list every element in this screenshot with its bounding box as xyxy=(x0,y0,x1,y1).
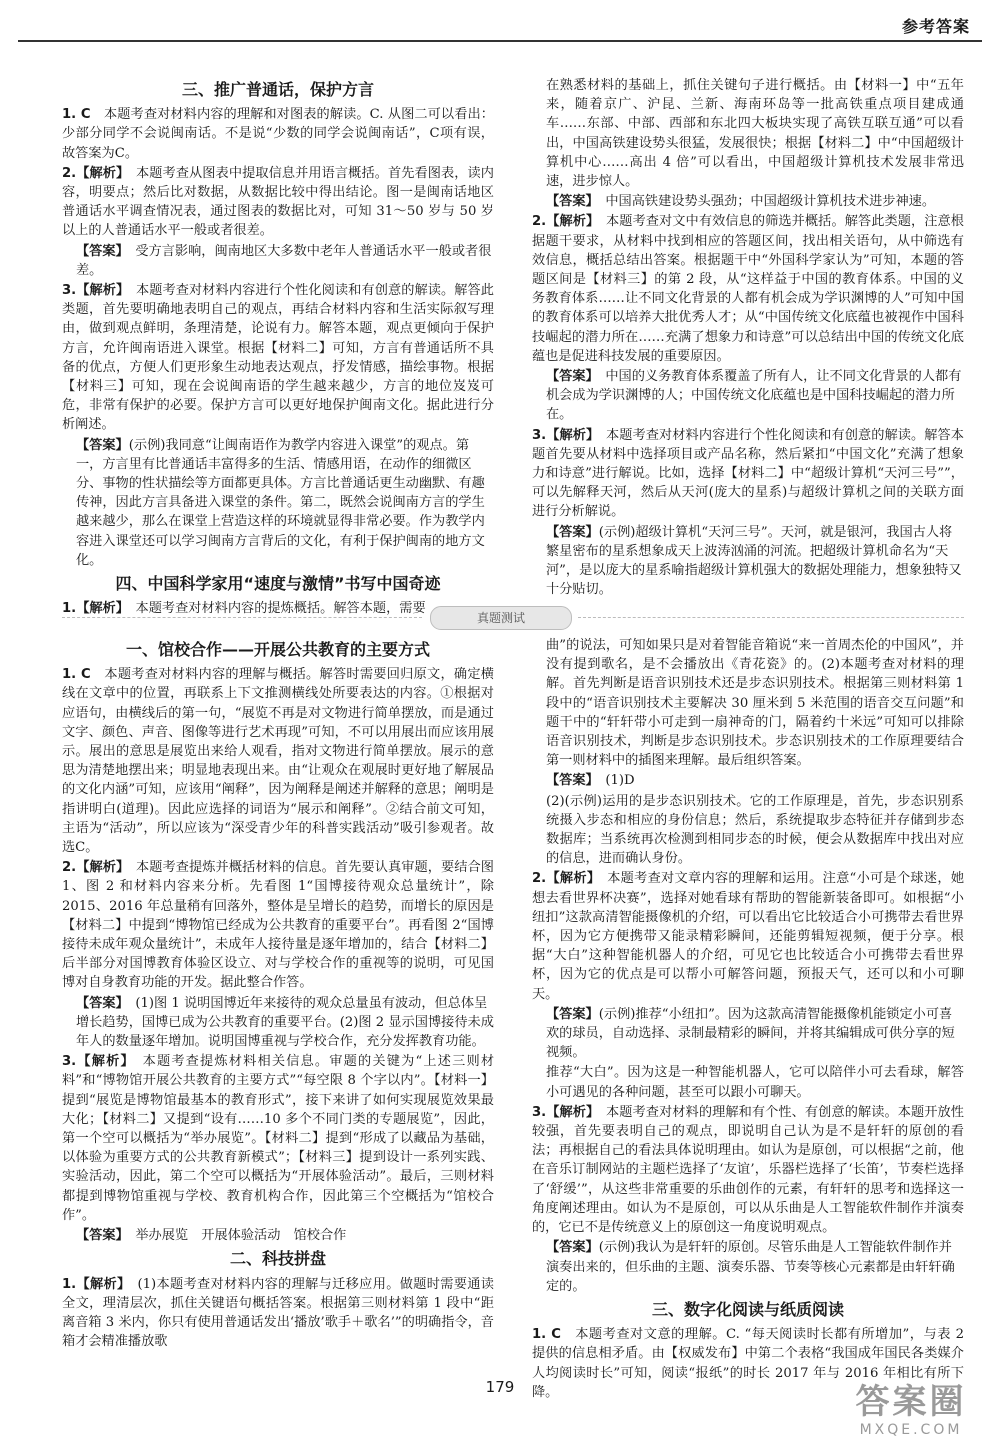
item-text: 本题考查从图表中提取信息并用语言概括。首先看图表，读内容，明要点；然后比对数据，从数据比较中得出结论。图一是闽南话地区普通话水平调查情况表，通过图表的数据比对，可知 31～50 岁与 50 岁以上的人普通话水平一般或者很差。 xyxy=(62,165,494,239)
answer-text: 中国高铁建设势头强劲；中国超级计算机技术进步神速。 xyxy=(605,194,936,210)
answer-tag: 【答案】 xyxy=(76,437,129,453)
section-heading-tech: 二、科技拼盘 xyxy=(229,1249,326,1269)
answer-continuation: (2)(示例)运用的是步态识别技术。它的工作原理是，首先，步态识别系统摄入步态和相应的身份信息；然后，系统提取步态特征并存储到步态数据库；当系统再次检测到相同步态的时候，便会从数据库中找出对应的信息，进而确认身份。 xyxy=(546,793,964,867)
answer-item xyxy=(62,164,494,241)
right-column-bottom xyxy=(532,636,964,1403)
item-text: (1)本题考查对材料内容的理解与迁移应用。做题时需要通读全文，理清层次，抓住关键语句概括答案。根据第三则材料第 1 段中“距离音箱 3 米内，你只有使用普通话发出‘播放’歌手＋歌名’”的明确指令，音箱才会精准播放歌 xyxy=(62,1276,494,1350)
answer-text: 中国的义务教育体系覆盖了所有人，让不同文化背景的人都有机会成为学识渊博的人；中国传统文化底蕴也是中国科技崛起的潜力所在。 xyxy=(546,369,962,423)
answer-tag: 【答案】 xyxy=(546,369,593,385)
answer-item xyxy=(62,281,494,435)
answer-text: (示例)我同意“让闽南语作为教学内容进入课堂”的观点。第一，方言里有比普通话丰富得多的生活、情感用语，在动作的细微区分、事物的性状描绘等方面都更具体。方言比普通话更生动幽默、有趣传神，因此方言具备进入课堂的条件。第二，既然会说闽南方言的学生越来越少，那么在课堂上营造这样的环境就显得非常必要。作为教学内容进入课堂还可以学习闽南方言背后的文化，有利于保护闽南的地方文化。 xyxy=(76,437,485,568)
continued-paragraph: 在熟悉材料的基础上，抓住关键句子进行概括。由【材料一】中“五年来，随着京广、沪昆、兰新、海南环岛等一批高铁重点项目建成通车……东部、中部、西部和东北四大板块实现了高铁互联互通”可以看出，中国高铁建设势头很猛，发展很快；根据【材料二】中“中国超级计算机中心……高出 4 倍”可以看出，中国超级计算机技术发展非常迅速，进步惊人。 xyxy=(546,78,964,190)
item-tag: 【解析】 xyxy=(76,283,123,299)
item-text: 本题考查对材料的理解和有个性、有创意的解读。本题开放性较强，首先要表明自己的观点，即说明自己认为是不是轩轩的原创的看法；再根据自己的看法具体说明理由。如认为是原创，可以根据“之前，他在音乐订制网站的主题栏选择了‘友谊’，乐器栏选择了‘长笛’，节奏栏选择了‘舒缓’”，从这些非常重要的乐曲创作的元素，有轩轩的思考和选择这一角度阐述理由。如认为不是原创，可以从乐曲是人工智能软件制作并演奏的，它已不是传统意义上的原创这一角度说明观点。 xyxy=(532,1104,964,1236)
answer-text: (示例)推荐“小纽扣”。因为这款高清智能摄像机能锁定小可喜欢的球员，自动选择、录制最精彩的瞬间，并将其编辑成可供分享的短视频。 xyxy=(546,1006,955,1061)
item-number: 1. xyxy=(62,601,77,617)
answer-item xyxy=(62,105,494,163)
answer-tag: 【答案】 xyxy=(76,995,123,1011)
item-number: 2. xyxy=(62,165,77,181)
answer-item xyxy=(532,869,964,1003)
watermark-logo xyxy=(836,1382,986,1444)
answer-tag: 【答案】 xyxy=(546,1006,599,1022)
watermark-text-top: 答案圈 xyxy=(855,1382,967,1422)
item-number: 1. C xyxy=(532,1327,561,1343)
section-heading-putonghua: 三、推广普通话，保护方言 xyxy=(181,80,374,99)
section-heading-museum: 一、馆校合作——开展公共教育的主要方式 xyxy=(125,640,430,659)
item-number: 3. xyxy=(62,283,77,299)
section-heading-science: 四、中国科学家用“速度与激情”书写中国奇迹 xyxy=(115,574,441,594)
section-heading-reading: 三、数字化阅读与纸质阅读 xyxy=(651,1299,844,1319)
answer-line xyxy=(546,367,964,425)
item-text: 本题考查对文中有效信息的筛选并概括。解答此类题，注意根据题干要求，从材料中找到相应的答题区间，找出相关语句，从中筛选有效信息，概括总结出答案。根据题干中“外国科学家认为”可知，本题的答题区间是【材料三】的第 2 段，从“这样益于中国的教育体系。中国的义务教育体系……让不同文化背景的人都有机会成为学识渊博的人”可知中国的教育体系可以培养大批优秀人才；从“中国传统文化底蕴也被视作中国科技崛起的潜力所在……充满了想象力和诗意”可以总结出中国的传统文化底蕴也是促进科技发展的重要原因。 xyxy=(532,214,964,364)
item-number: 3. xyxy=(532,1104,547,1120)
item-text: 本题考查对材料内容进行个性化阅读和有创意的解读。解答本题首先要从材料中选择项目或产品名称，然后紧扣“中国文化”充满了想象力和诗意”进行解说。比如，选择【材料二】中“超级计算机“天河三号””，可以先解释天河，然后从天河(庞大的星系)与超级计算机之间的关联方面进行分析解说。 xyxy=(532,427,964,520)
divider-line-right xyxy=(578,617,964,618)
answer-tag: 【答案】 xyxy=(546,1240,599,1256)
item-number: 2. xyxy=(532,871,547,887)
answer-line xyxy=(546,523,964,600)
answer-line xyxy=(546,1238,964,1296)
left-column-top xyxy=(62,76,494,619)
item-number: 1. C xyxy=(62,667,91,683)
item-tag: 【解析】 xyxy=(546,1104,593,1120)
item-text: 本题考查对材料内容的理解和对图表的解读。C. 从图二可以看出：少部分同学不会说闽南话。不是说“少数的同学会说闽南话”，C项有误，故答案为C。 xyxy=(62,107,494,161)
item-text: 本题考查对文章内容的理解和运用。注意“小可是个球迷，她想去看世界杯决赛”，选择对她看球有帮助的智能新装备即可。如根据“小纽扣”这款高清智能摄像机的介绍，可以看出它比较适合小可携带去看世界杯，因为它方便携带又能录精彩瞬间，还能剪辑短视频，便于分享。根据“大白”这种智能机器人的介绍，可见它也比较适合小可携带去看世界杯，因为它的优点是可以帮小可解答问题，预报天气，还可以和小可聊天。 xyxy=(532,871,965,1002)
answer-tag: 【答案】 xyxy=(76,243,123,259)
item-number: 3. xyxy=(62,1054,77,1070)
answer-item xyxy=(532,212,964,366)
answer-line xyxy=(76,994,494,1052)
answer-tag: 【答案】 xyxy=(546,773,593,789)
item-number: 3. xyxy=(532,427,547,443)
answer-item xyxy=(62,1052,494,1225)
answer-item xyxy=(532,426,964,522)
item-tag: 【解析】 xyxy=(76,1276,124,1292)
answer-text: (1)D xyxy=(605,773,635,789)
section-badge: 真题测试 xyxy=(430,606,572,630)
item-number: 1. C xyxy=(62,107,91,123)
page-number: 179 xyxy=(485,1378,515,1396)
item-number: 2. xyxy=(62,860,77,876)
item-text: 本题考查对文意的理解。C. “每天阅读时长都有所增加”，与表 2 提供的信息相矛盾。由【权威发布】中第二个表格“我国成年国民各类媒介人均阅读时长”可知，阅读“报纸”的时长 2017 年与 2016 年相比有所下降。 xyxy=(532,1327,964,1400)
answer-line xyxy=(546,192,964,211)
divider-line-left xyxy=(62,617,422,618)
answer-line xyxy=(76,436,494,570)
continued-paragraph: 曲”的说法，可知如果只是对着智能音箱说“来一首周杰伦的中国风”，并没有提到歌名，是不会播放出《青花瓷》的。(2)本题考查对材料的理解。首先判断是语音识别技术还是步态识别技术。根据第三则材料第 1 段中的“语音识别技术主要解决 30 厘米到 5 米范围的语音交互问题”和题干中的“轩轩带小可走到一扇神奇的门，隔着约十米远”可知可以排除语音识别技术，判断是步态识别技术。步态识别技术的工作原理要结合第一则材料中的插图来理解。最后组织答案。 xyxy=(546,638,964,769)
page-header-title: 参考答案 xyxy=(901,17,970,36)
answer-text: 受方言影响，闽南地区大多数中老年人普通话水平一般或者很差。 xyxy=(76,243,492,278)
right-column-top xyxy=(532,76,964,600)
answer-text: 举办展览 开展体验活动 馆校合作 xyxy=(135,1228,347,1244)
answer-item xyxy=(62,858,494,992)
answer-tag: 【答案】 xyxy=(546,194,593,210)
answer-text: (1)图 1 说明国博近年来接待的观众总量虽有波动，但总体呈增长趋势，国博已成为公共教育的重要平台。(2)图 2 显示国博接待未成年人的数量逐年增加。说明国博重视与学校合作，充分发挥教育功能。 xyxy=(76,995,494,1050)
item-text: 本题考查提炼并概括材料的信息。首先要认真审题，要结合图 1、图 2 和材料内容来分析。先看图 1“国博接待观众总量统计”，除 2015、2016 年总量稍有回落外，整体是呈增长的趋势，而增长的原因是【材料二】中提到“博物馆已经成为公共教育的重要平台”。再看图 2“国博接待未成年观众量统计”，未成年人接待量是逐年增加的，结合【材料二】后半部分对国博教育体验区设立、对与学校合作的重视等的说明，可见国博对自身教育功能的开发。据此整合作答。 xyxy=(62,860,494,991)
answer-text: (示例)超级计算机“天河三号”。天河，就是银河，我国古人将繁星密布的星系想象成天上波涛汹涌的河流。把超级计算机命名为“天河”，是以庞大的星系喻指超级计算机强大的数据处理能力，想象独特又十分贴切。 xyxy=(546,524,962,598)
item-text: 本题考查对材料内容的提炼概括。解答本题，需要 xyxy=(135,601,426,617)
answer-continuation: 推荐“大白”。因为这是一种智能机器人，它可以陪伴小可去看球，解答小可遇见的各种问题，甚至可以跟小可聊天。 xyxy=(546,1065,964,1100)
answer-text: (示例)我认为是轩轩的原创。尽管乐曲是人工智能软件制作并演奏出来的，但乐曲的主题、演奏乐器、节奏等核心元素都是由轩轩确定的。 xyxy=(546,1240,955,1294)
item-tag: 【解析】 xyxy=(76,165,123,181)
item-tag: 【解析】 xyxy=(76,601,123,617)
answer-line xyxy=(76,1226,494,1245)
header-rule xyxy=(18,40,982,42)
answer-tag: 【答案】 xyxy=(76,1228,123,1244)
item-number: 2. xyxy=(532,214,547,230)
item-text: 本题考查对材料内容的理解与概括。解答时需要回归原文，确定横线在文章中的位置，再联系上下文推测横线处所要表达的内容。①根据对应语句，由横线后的第一句，“展览不再是对文物进行简单摆放，而是通过文字、颜色、声音、图像等进行艺术再现”可知，不可以用展出而应该用展示。展出的意思是展览出来给人观看，指对文物进行简单摆放。展示的意思为清楚地摆出来；明显地表现出来。由“让观众在观展时更好地了解展品的文化内涵”可知，应该用“阐释”，因为阐释是阐述并解释的意思；阐明是指讲明白(道理)。因此应选择的词语为“展示和阐释”。②结合前文可知，主语为“活动”，所以应该为“深受青少年的科普实践活动”吸引参观者。故选C。 xyxy=(62,667,494,856)
answer-item xyxy=(532,1103,964,1237)
item-number: 1. xyxy=(62,1276,77,1292)
item-tag: 【解析】 xyxy=(546,427,593,443)
answer-tag: 【答案】 xyxy=(546,524,599,540)
left-column-bottom xyxy=(62,636,494,1352)
watermark-text-bottom: MXQE.COM xyxy=(859,1422,963,1438)
answer-line xyxy=(546,771,964,790)
item-tag: 【解析】 xyxy=(76,860,123,876)
item-tag: 【解析】 xyxy=(76,1054,129,1070)
answer-line xyxy=(546,1005,964,1063)
item-text: 本题考查提炼材料相关信息。审题的关键为“上述三则材料”和“博物馆开展公共教育的主要方式”“每空限 8 个字以内”。【材料一】提到“展览是博物馆最基本的教育形式”，接下来讲了如何实现展览效果最大化；【材料二】又提到“设有……10 多个不同门类的专题展览”，因此，第一个空可以概括为“举办展览”。【材料二】提到“形成了以藏品为基础，以体验为重要方式的公共教育新模式”；【材料三】提到设计一系列实践、实验活动，因此，第二个空可以概括为“开展体验活动”。最后，三则材料都提到博物馆重视与学校、教育机构合作，因此第三个空概括为“馆校合作”。 xyxy=(62,1054,495,1223)
item-tag: 【解析】 xyxy=(546,871,594,887)
answer-item xyxy=(62,665,494,857)
answer-item xyxy=(62,1275,494,1352)
item-tag: 【解析】 xyxy=(546,214,593,230)
item-text: 本题考查对材料内容进行个性化阅读和有创意的解读。解答此类题，首先要明确地表明自己的观点，再结合材料内容和生活实际叙写理由，做到观点鲜明，条理清楚，论说有力。解答本题，观点更倾向于保护方言，允许闽南语进入课堂。根据【材料二】可知，方言有普通话所不具备的优点，方便人们更形象生动地表达观点，抒发情感，描绘事物。根据【材料三】可知，现在会说闽南语的学生越来越少，方言的地位岌岌可危，非常有保护的必要。保护方言可以更好地保护闽南文化。据此进行分析阐述。 xyxy=(62,283,494,433)
answer-line xyxy=(76,242,494,280)
